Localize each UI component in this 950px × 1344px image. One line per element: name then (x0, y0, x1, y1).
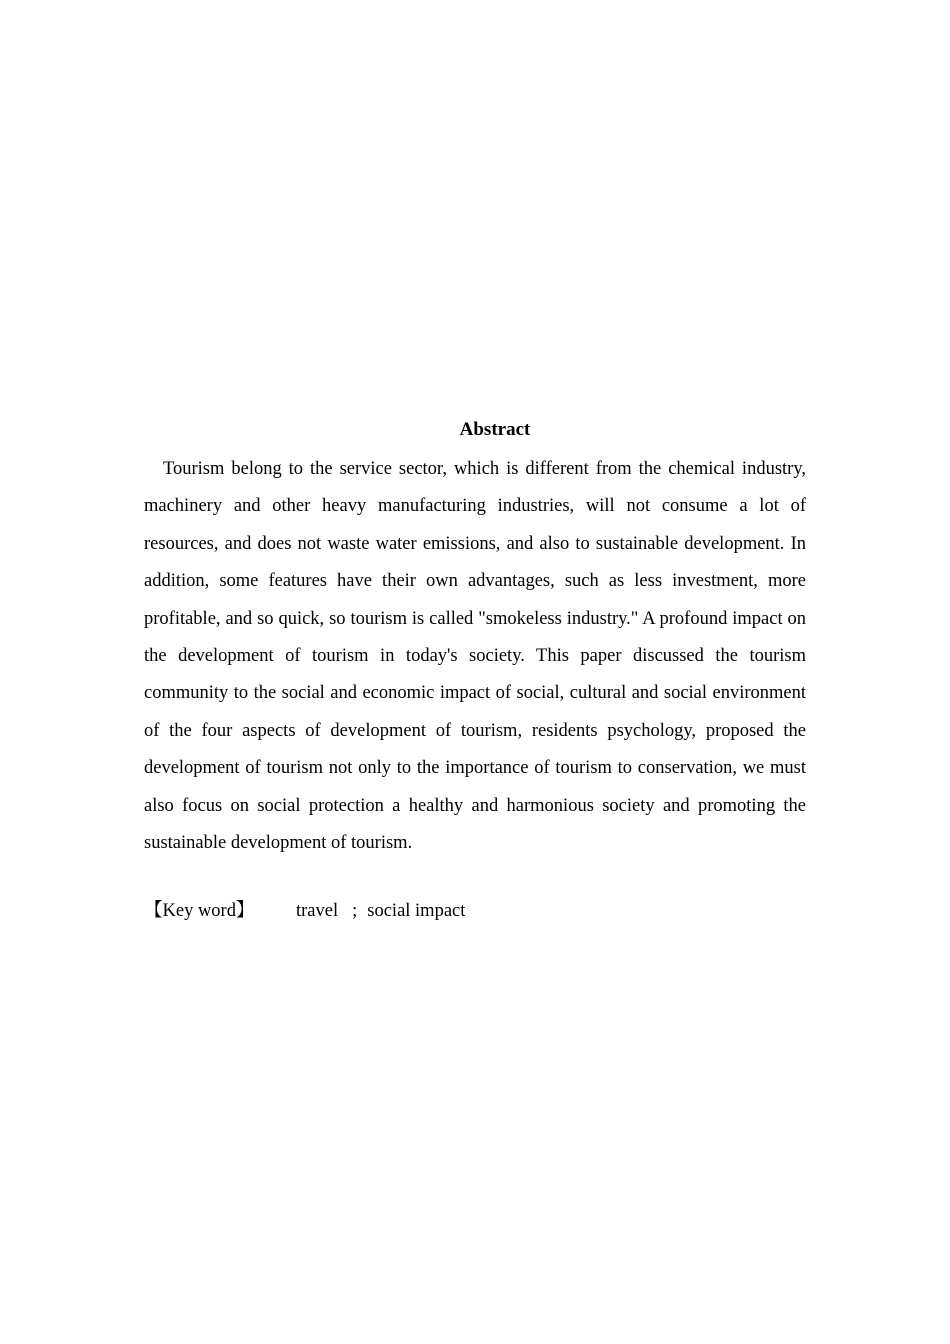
keyword-separator: ; (352, 901, 358, 921)
keyword-item: travel (296, 901, 339, 921)
keywords-line (144, 897, 465, 925)
abstract-heading: Abstract (459, 419, 531, 440)
abstract-paragraph: Tourism belong to the service sector, which is different from the chemical industry, machinery and other heavy manufacturing industries, will not consume a lot of resources, and does not waste water emissions, and also to sustainable development. In addition, some features have their own advantages, such as less investment, more profitable, and so quick, so tourism is called "smokeless industry." A profound impact on the development of tourism in today's society. This paper discussed the tourism community to the social and economic impact of social, cultural and social environment of the four aspects of development of tourism, residents psychology, proposed the development of tourism not only to the importance of tourism to conservation, we must also focus on social protection a healthy and harmonious society and promoting the sustainable development of tourism. (144, 459, 806, 854)
keywords-label: 【Key word】 (144, 901, 255, 921)
keyword-item: social impact (367, 901, 466, 921)
